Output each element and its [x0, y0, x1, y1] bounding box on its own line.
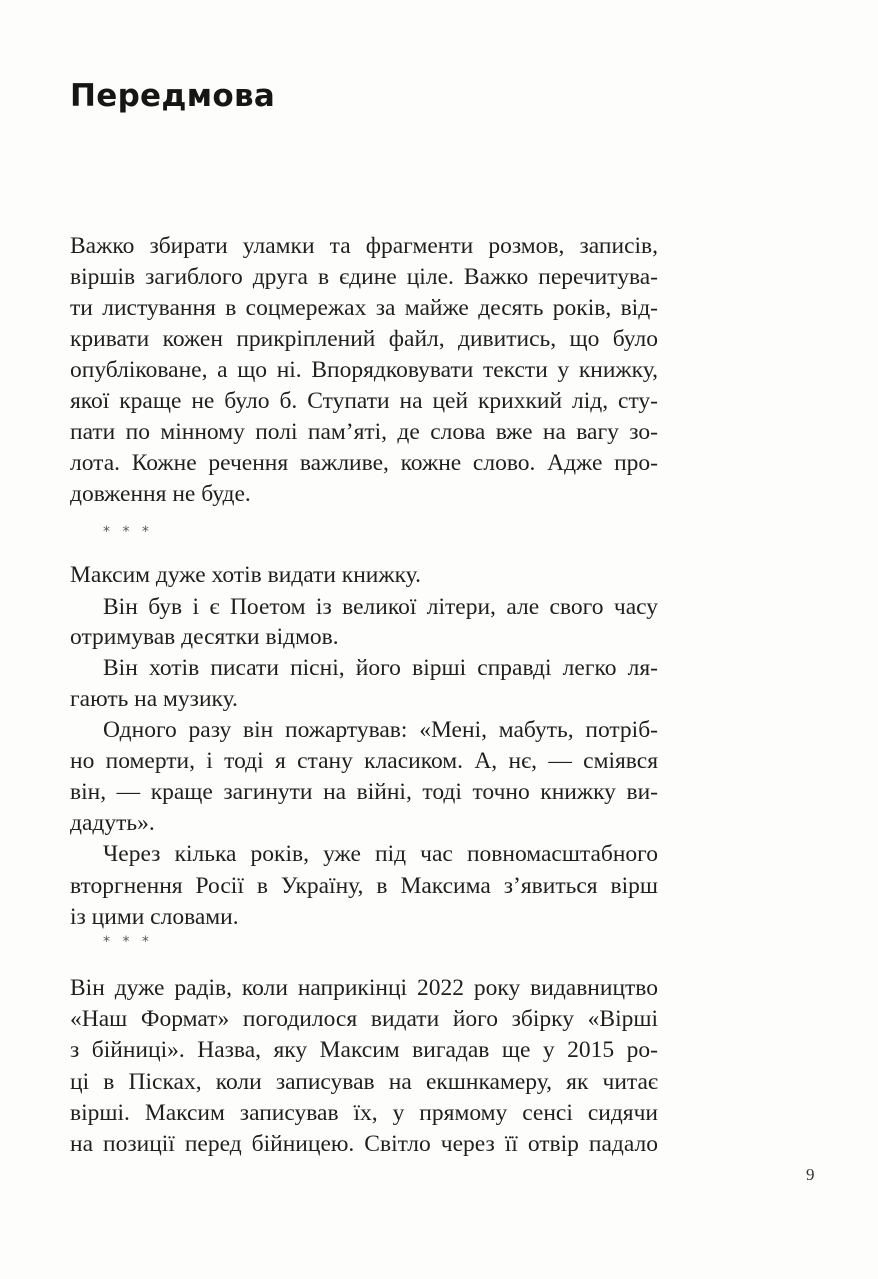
- section-separator: * * *: [103, 934, 153, 950]
- text-line: ти листування в соцмережах за майже десять років, від-: [70, 295, 658, 321]
- text-line: Максим дуже хотів видати книжку.: [70, 562, 421, 588]
- text-line: опубліковане, а що ні. Впорядковувати тексти у книжку,: [70, 357, 658, 383]
- text-line: Він був і є Поетом із великої літери, але свого часу: [103, 594, 658, 620]
- text-line: лота. Кожне речення важливе, кожне слово. Адже про-: [70, 450, 658, 476]
- text-line: но померти, і тоді я стану класиком. А, нє, — сміявся: [70, 748, 658, 774]
- text-line: на позиції перед бійницею. Світло через її отвір падало: [70, 1131, 658, 1157]
- text-line: кривати кожен прикріплений файл, дивитись, що було: [70, 326, 658, 352]
- text-line: Через кілька років, уже під час повномасштабного: [103, 841, 658, 867]
- text-line: гають на музику.: [70, 686, 238, 712]
- text-line: «Наш Формат» погодилося видати його збірку «Вірші: [70, 1006, 658, 1032]
- text-line: віршів загиблого друга в єдине ціле. Важко перечитува-: [70, 264, 658, 290]
- text-line: ці в Пісках, коли записував на екшнкамеру, як читає: [70, 1069, 658, 1095]
- text-line: Важко збирати уламки та фрагменти розмов, записів,: [70, 233, 658, 259]
- section-separator: * * *: [103, 524, 153, 540]
- page-number: 9: [806, 1165, 815, 1184]
- text-line: з бійниці». Назва, яку Максим вигадав ще у 2015 ро-: [70, 1037, 658, 1063]
- text-line: Одного разу він пожартував: «Мені, мабуть, потріб-: [103, 717, 658, 743]
- text-line: дадуть».: [70, 810, 155, 836]
- text-line: із цими словами.: [70, 904, 239, 930]
- page-title: Передмова: [70, 78, 276, 114]
- text-line: якої краще не було б. Ступати на цей крихкий лід, сту-: [70, 388, 658, 414]
- text-line: Він хотів писати пісні, його вірші справді легко ля-: [103, 655, 658, 681]
- text-line: Він дуже радів, коли наприкінці 2022 року видавництво: [70, 975, 658, 1001]
- text-line: пати по мінному полі пам’яті, де слова вже на вагу зо-: [70, 419, 658, 445]
- text-line: довження не буде.: [70, 481, 251, 507]
- text-line: отримував десятки відмов.: [70, 624, 339, 650]
- text-line: вірші. Максим записував їх, у прямому сенсі сидячи: [70, 1100, 658, 1126]
- text-line: вторгнення Росії в Україну, в Максима з’явиться вірш: [70, 873, 658, 899]
- text-line: він, — краще загинути на війні, тоді точно книжку ви-: [70, 779, 658, 805]
